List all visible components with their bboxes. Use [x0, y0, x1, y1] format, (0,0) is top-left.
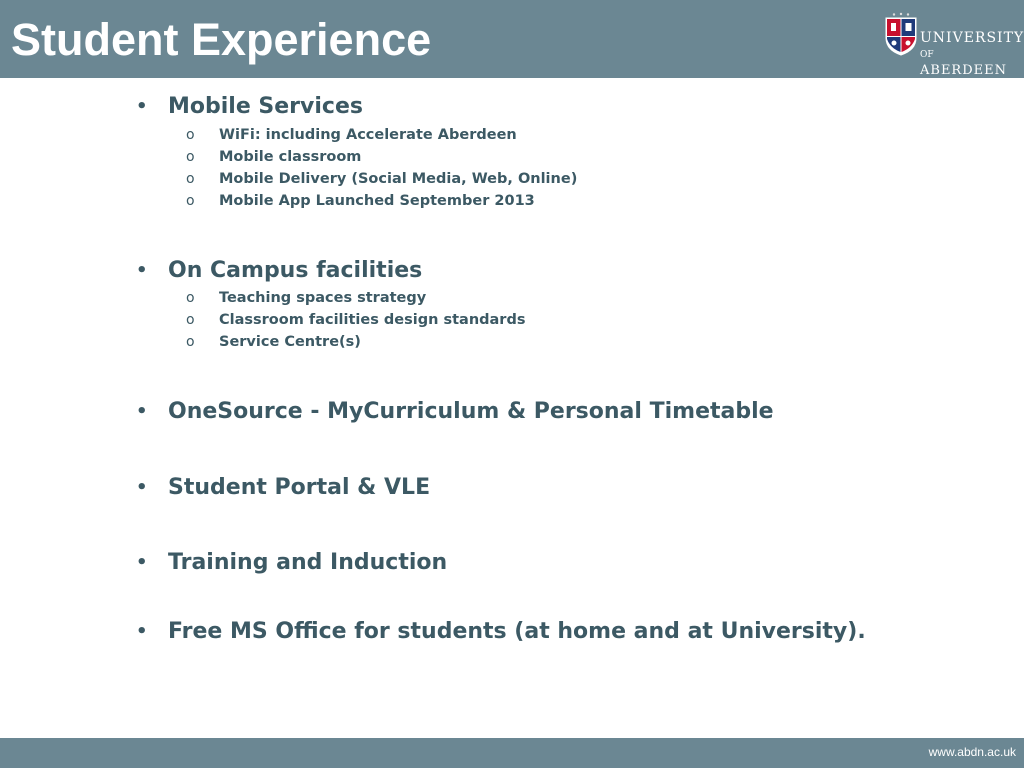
bullet-dot-icon: • — [136, 621, 148, 642]
bullet-text: Student Portal & VLE — [168, 475, 431, 500]
bullet-dot-icon: • — [136, 552, 148, 573]
bullet-dot-icon: • — [136, 477, 148, 498]
slide-content — [0, 78, 1024, 738]
header-band — [0, 0, 1024, 78]
sub-bullet-text: WiFi: including Accelerate Aberdeen — [219, 127, 517, 143]
logo-line-of: OF — [920, 50, 934, 60]
sub-bullet-icon: o — [186, 290, 195, 306]
footer-url: www.abdn.ac.uk — [928, 745, 1016, 759]
bullet-text: Training and Induction — [168, 550, 448, 575]
sub-bullet-icon: o — [186, 127, 195, 143]
bullet-text: Free MS Office for students (at home and at University). — [168, 619, 866, 644]
footer-band — [0, 738, 1024, 768]
bullet-text: OneSource - MyCurriculum & Personal Timetable — [168, 399, 774, 424]
sub-bullet-icon: o — [186, 171, 195, 187]
logo-wordmark — [920, 30, 1024, 79]
sub-bullet-text: Mobile App Launched September 2013 — [219, 193, 535, 209]
bullet-text: Mobile Services — [168, 94, 363, 119]
sub-bullet-icon: o — [186, 149, 195, 165]
bullet-dot-icon: • — [136, 401, 148, 422]
sub-bullet-text: Teaching spaces strategy — [219, 290, 427, 306]
university-crest-icon — [884, 12, 918, 56]
logo-line-university: UNIVERSITY — [920, 30, 1024, 46]
sub-bullet-icon: o — [186, 334, 195, 350]
bullet-text: On Campus facilities — [168, 258, 423, 283]
bullet-dot-icon: • — [136, 260, 148, 281]
bullet-dot-icon: • — [136, 96, 148, 117]
sub-bullet-text: Classroom facilities design standards — [219, 312, 526, 328]
slide-title: Student Experience — [11, 14, 432, 65]
sub-bullet-text: Service Centre(s) — [219, 334, 361, 350]
sub-bullet-icon: o — [186, 193, 195, 209]
logo-line-aberdeen — [920, 46, 1024, 79]
sub-bullet-text: Mobile classroom — [219, 149, 362, 165]
sub-bullet-text: Mobile Delivery (Social Media, Web, Online) — [219, 171, 578, 187]
university-logo — [884, 12, 1024, 78]
sub-bullet-icon: o — [186, 312, 195, 328]
logo-line-aberdeen-text: ABERDEEN — [920, 63, 1007, 78]
